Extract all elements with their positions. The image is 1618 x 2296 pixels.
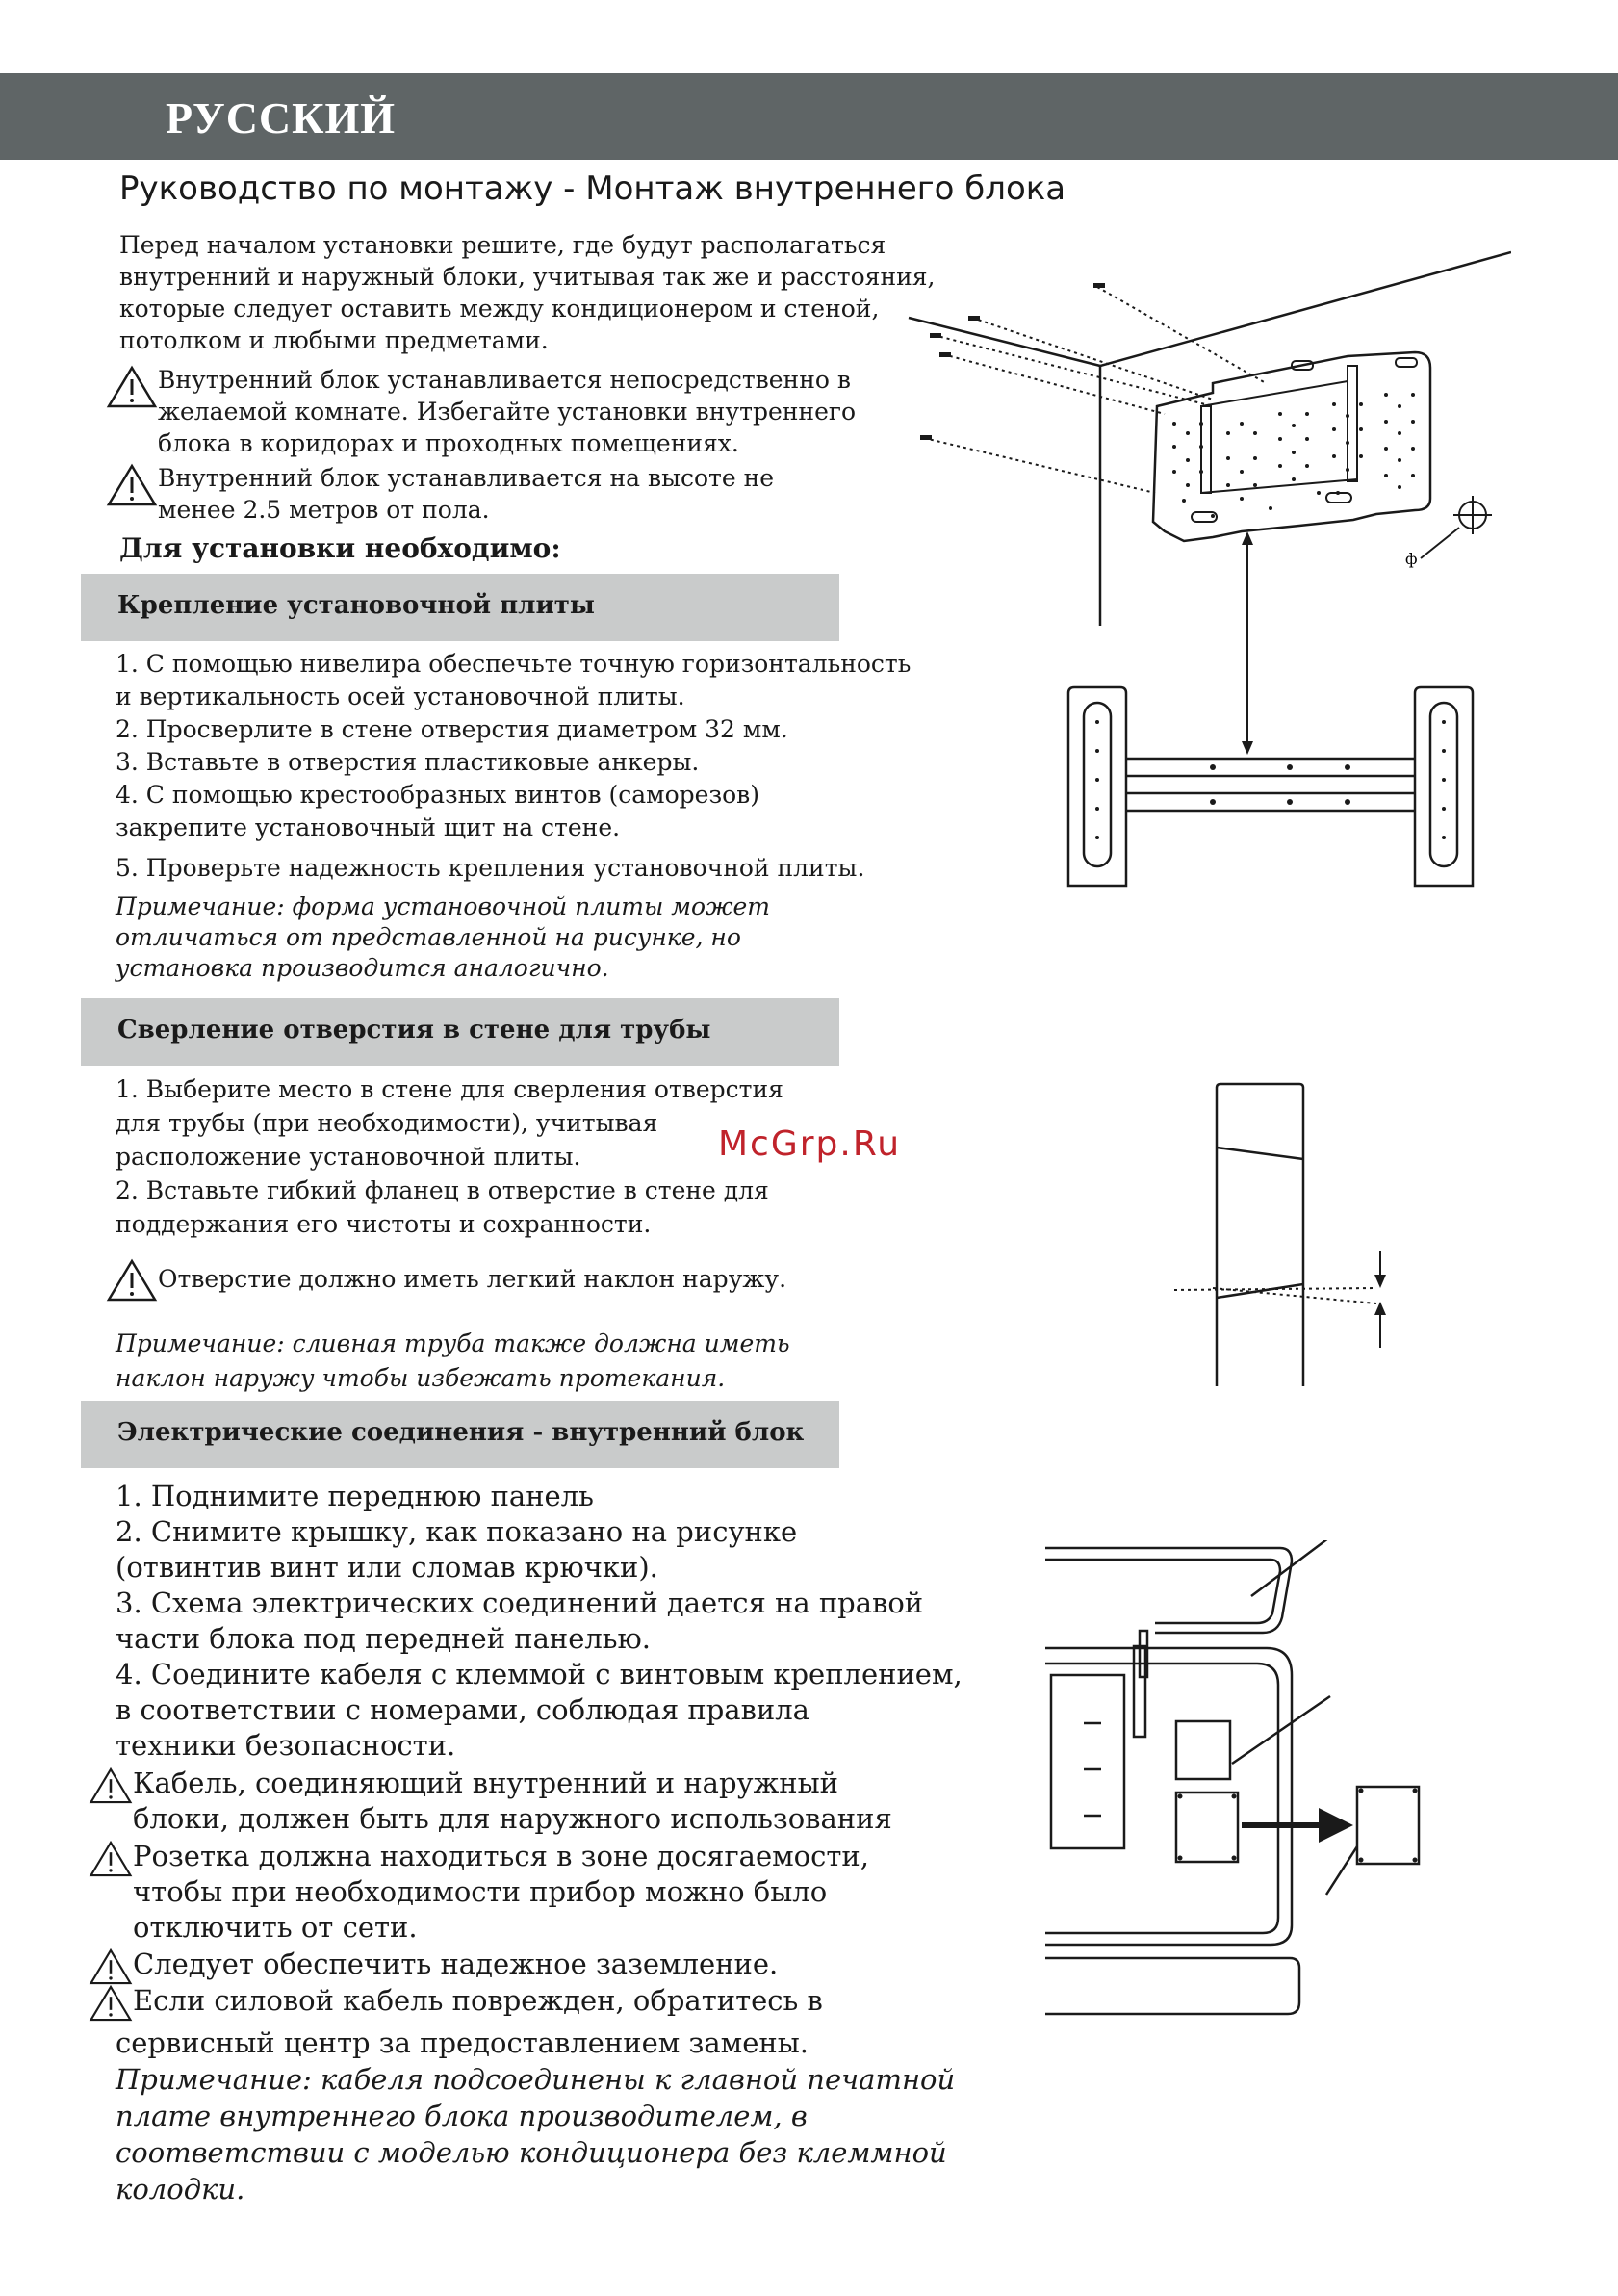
warning-line: желаемой комнате. Избегайте установки внутреннего xyxy=(158,398,857,426)
step-line: 1. С помощью нивелира обеспечьте точную горизонтальность xyxy=(116,650,912,678)
warning-triangle-icon xyxy=(89,1839,133,1879)
step-line: 3. Схема электрических соединений дается на правой xyxy=(116,1587,924,1619)
step-line: 4. С помощью крестообразных винтов (саморезов) xyxy=(116,781,759,809)
step-line: 3. Вставьте в отверстия пластиковые анкеры. xyxy=(116,748,700,776)
warning-line: чтобы при необходимости прибор можно было xyxy=(133,1875,828,1908)
warning-line: отключить от сети. xyxy=(133,1911,418,1944)
warning-line: Кабель, соединяющий внутренний и наружный xyxy=(133,1767,838,1799)
note-line: отличаться от представленной на рисунке, но xyxy=(116,923,741,951)
section-bar-pipe-hole xyxy=(81,998,839,1066)
step-line: техники безопасности. xyxy=(116,1729,456,1762)
note-line: колодки. xyxy=(116,2173,245,2206)
intro-line: потолком и любыми предметами. xyxy=(119,326,549,354)
section-bar-electrical xyxy=(81,1401,839,1468)
warning-triangle-icon xyxy=(89,1766,133,1806)
warning-line: Розетка должна находиться в зоне досягаемости, xyxy=(133,1840,869,1872)
section3-note xyxy=(116,2061,955,2207)
warning-room xyxy=(106,364,856,459)
warning-socket xyxy=(89,1839,869,1946)
intro-line: внутренний и наружный блоки, учитывая так же и расстояния, xyxy=(119,263,936,291)
step-line: 1. Поднимите переднюю панель xyxy=(116,1480,594,1512)
section1-note xyxy=(116,891,770,984)
diagram-label: ф xyxy=(1405,550,1418,568)
step-line: в соответствии с номерами, соблюдая правила xyxy=(116,1693,809,1726)
section-title: Сверление отверстия в стене для трубы xyxy=(117,1016,711,1045)
language-label: РУССКИЙ xyxy=(166,93,397,142)
step-line: 2. Вставьте гибкий фланец в отверстие в стене для xyxy=(116,1176,769,1204)
section-title: Электрические соединения - внутренний блок xyxy=(117,1418,805,1447)
step-line: закрепите установочный щит на стене. xyxy=(116,813,621,841)
intro-line: которые следует оставить между кондиционером и стеной, xyxy=(119,295,880,322)
warning-grounding xyxy=(89,1947,778,1987)
note-line: соответствии с моделью кондиционера без клеммной xyxy=(116,2136,947,2169)
pipe-hole-diagram xyxy=(1174,1078,1405,1386)
step-line: 4. Соедините кабеля с клеммой с винтовым креплением, xyxy=(116,1658,963,1690)
electrical-diagram xyxy=(1040,1540,1502,2070)
note-line: наклон наружу чтобы избежать протекания. xyxy=(116,1364,726,1392)
warning-damaged-cable xyxy=(89,1983,823,2024)
page-title: Руководство по монтажу - Монтаж внутреннего блока xyxy=(119,169,1066,208)
section-title: Крепление установочной плиты xyxy=(117,591,595,620)
warning-line: Внутренний блок устанавливается непосредственно в xyxy=(158,366,851,394)
note-line: плате внутреннего блока производителем, в xyxy=(116,2100,808,2132)
step-line: 2. Просверлите в стене отверстия диаметром 32 мм. xyxy=(116,715,788,743)
mounting-plate-diagram xyxy=(895,241,1511,895)
language-banner xyxy=(0,73,1618,160)
warning-slope xyxy=(106,1257,786,1303)
warning-triangle-icon xyxy=(106,1257,158,1303)
warning-line: менее 2.5 метров от пола. xyxy=(158,496,490,524)
section1-steps xyxy=(116,648,911,885)
warning-line: сервисный центр за предоставлением замены. xyxy=(116,2026,809,2059)
section-bar-mounting-plate xyxy=(81,574,839,641)
warning-height xyxy=(106,462,774,526)
step-line: (отвинтив винт или сломав крючки). xyxy=(116,1551,658,1584)
warning-cable xyxy=(89,1766,892,1837)
watermark: McGrp.Ru xyxy=(718,1124,902,1164)
step-line: поддержания его чистоты и сохранности. xyxy=(116,1210,652,1238)
warning-line: Если силовой кабель поврежден, обратитесь в xyxy=(133,1984,823,2017)
section3-steps xyxy=(116,1479,963,1764)
warning-line: Внутренний блок устанавливается на высоте не xyxy=(158,464,775,492)
warning-triangle-icon xyxy=(89,1947,133,1987)
warning-triangle-icon xyxy=(89,1983,133,2024)
note-line: Примечание: форма установочной плиты может xyxy=(116,892,771,920)
note-line: установка производится аналогично. xyxy=(116,954,609,982)
intro-line: Перед началом установки решите, где будут располагаться xyxy=(119,231,886,259)
step-line: 1. Выберите место в стене для сверления отверстия xyxy=(116,1075,783,1103)
warning-line: Следует обеспечить надежное заземление. xyxy=(133,1948,779,1980)
section2-steps xyxy=(116,1072,783,1241)
warning-line: блока в коридорах и проходных помещениях. xyxy=(158,429,739,457)
warning-line: блоки, должен быть для наружного использования xyxy=(133,1802,892,1835)
warning-line: Отверстие должно иметь легкий наклон наружу. xyxy=(158,1265,787,1293)
step-line: расположение установочной плиты. xyxy=(116,1143,581,1171)
warning-triangle-icon xyxy=(106,364,158,410)
step-line: для трубы (при необходимости), учитывая xyxy=(116,1109,658,1137)
warning-triangle-icon xyxy=(106,462,158,508)
step-line: 2. Снимите крышку, как показано на рисунке xyxy=(116,1515,798,1548)
step-line: 5. Проверьте надежность крепления установочной плиты. xyxy=(116,854,865,882)
step-line: части блока под передней панелью. xyxy=(116,1622,652,1655)
intro-paragraph xyxy=(119,229,936,356)
plate-perforation xyxy=(1172,393,1415,518)
requirements-heading: Для установки необходимо: xyxy=(119,532,561,564)
note-line: Примечание: сливная труба также должна иметь xyxy=(116,1329,790,1357)
step-line: и вертикальность осей установочной плиты. xyxy=(116,683,685,710)
note-line: Примечание: кабеля подсоединены к главной печатной xyxy=(116,2063,956,2096)
section2-note xyxy=(116,1327,790,1396)
